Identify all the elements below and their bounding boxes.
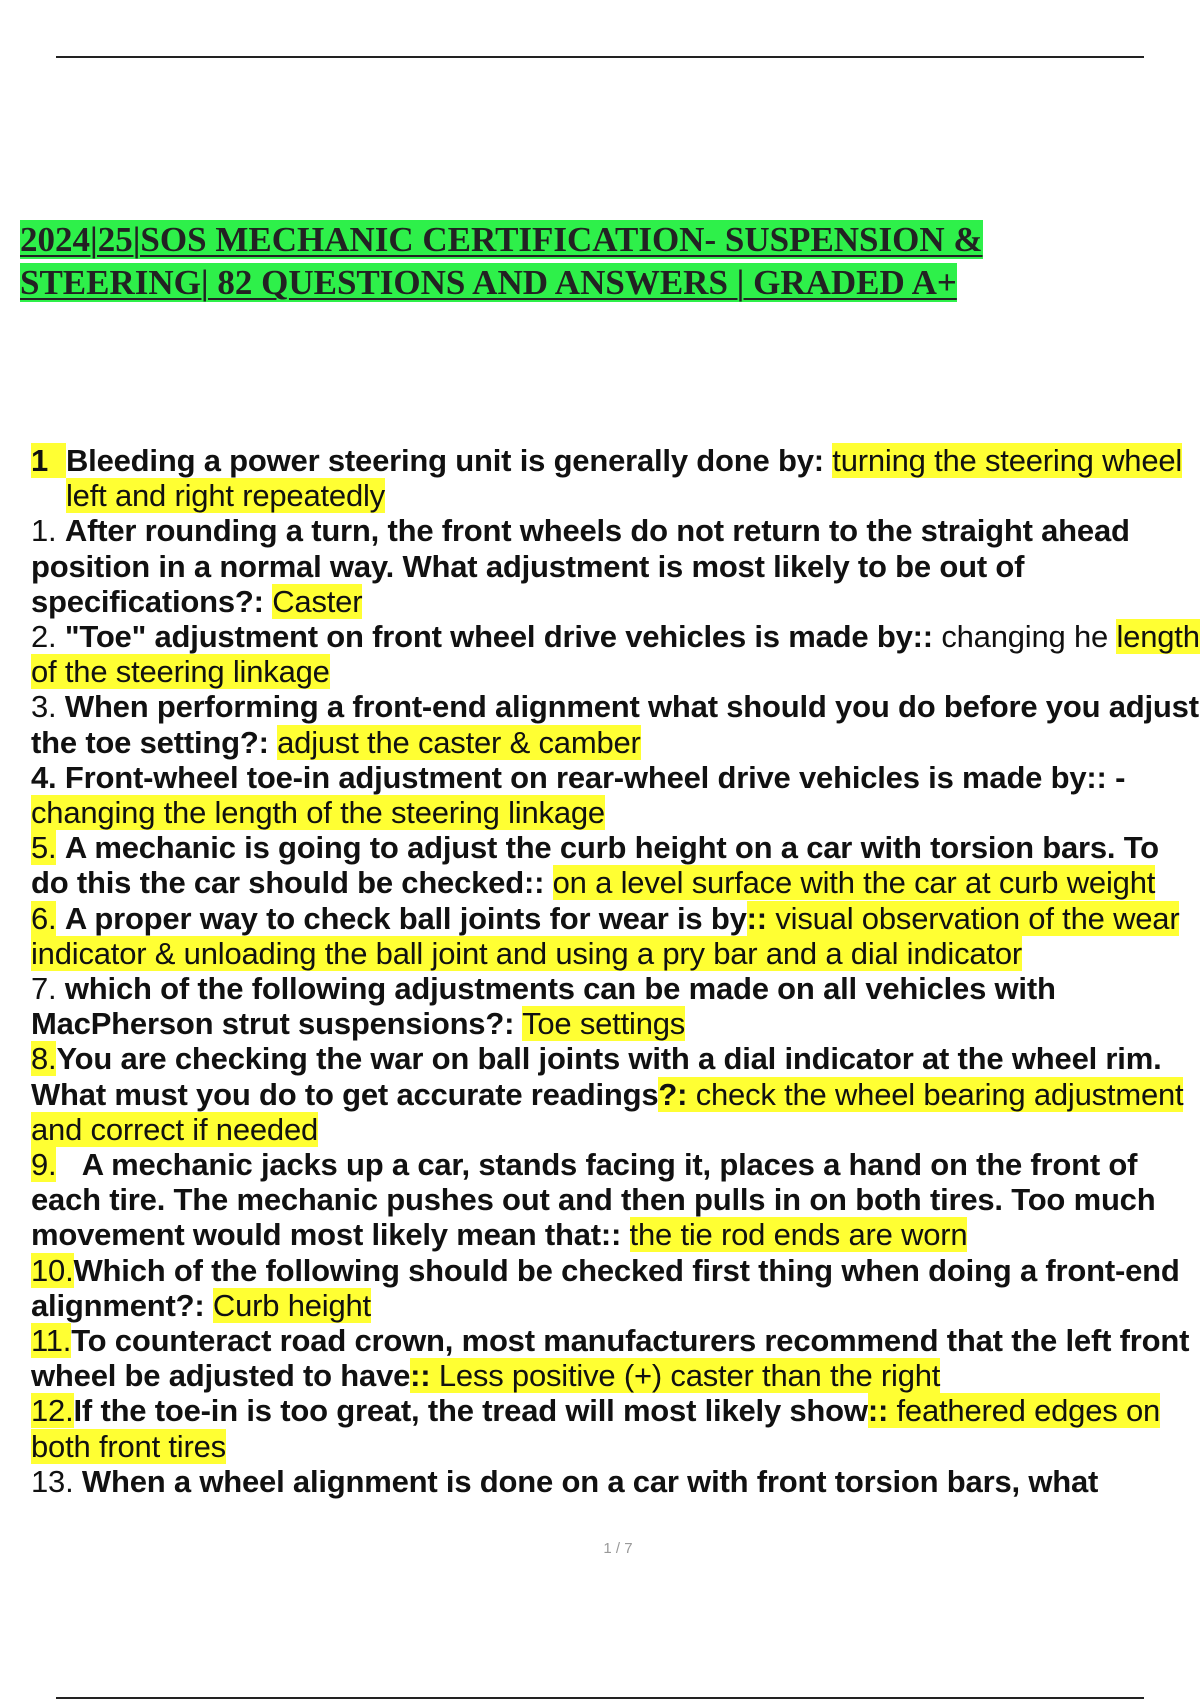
qa-item-3: 3. When performing a front-end alignment what should you do before you adjust the toe setting?: adjust the caster & camber	[31, 689, 1199, 760]
qa-item-9: 9. A mechanic jacks up a car, stands facing it, places a hand on the front of each tire. The mechanic pushes out and then pulls in on both tires. Too much movement would most likely mean that:: the tie rod ends are worn	[31, 1147, 1156, 1253]
qa-item-10: 10.Which of the following should be checked first thing when doing a front-end alignment?: Curb height	[31, 1252, 1180, 1323]
qa-list	[31, 443, 1200, 1499]
bottom-rule	[56, 1697, 1144, 1699]
document-title: 2024|25|SOS MECHANIC CERTIFICATION- SUSPENSION & STEERING| 82 QUESTIONS AND ANSWERS | GRADED A+	[20, 220, 983, 302]
qa-item-7: 7. which of the following adjustments can be made on all vehicles with MacPherson strut suspensions?: Toe settings	[31, 971, 1056, 1042]
qa-item-1: 1 Bleeding a power steering unit is generally done by: turning the steering wheel left and right repeatedly	[31, 443, 1183, 514]
page-indicator: 1 / 7	[603, 1540, 633, 1557]
qa-item-6: 6. A proper way to check ball joints for wear is by:: visual observation of the wear indicator & unloading the ball joint and using a pry bar and a dial indicator	[31, 900, 1180, 971]
qa-item-2: 2. "Toe" adjustment on front wheel drive vehicles is made by:: changing he length of the steering linkage	[31, 619, 1200, 690]
qa-item-8: 8.You are checking the war on ball joints with a dial indicator at the wheel rim. What must you do to get accurate readings?: check the wheel bearing adjustment and correct if needed	[31, 1041, 1184, 1147]
top-rule	[56, 56, 1144, 58]
qa-item-12: 12.If the toe-in is too great, the tread will most likely show:: feathered edges on both front tires	[31, 1393, 1161, 1464]
qa-item-5: 5. A mechanic is going to adjust the curb height on a car with torsion bars. To do this the car should be checked:: on a level surface with the car at curb weight	[31, 830, 1159, 901]
qa-item-11: 11.To counteract road crown, most manufacturers recommend that the left front wheel be adjusted to have:: Less positive (+) caster than the right	[31, 1323, 1190, 1394]
qa-item-4: 4. Front-wheel toe-in adjustment on rear-wheel drive vehicles is made by:: - changing the length of the steering linkage	[31, 759, 1126, 831]
qa-item-13: 13. When a wheel alignment is done on a car with front torsion bars, what	[31, 1463, 1099, 1499]
qa-item-1b: 1. After rounding a turn, the front wheels do not return to the straight ahead position in a normal way. What adjustment is most likely to be out of specifications?: Caster	[31, 513, 1130, 619]
